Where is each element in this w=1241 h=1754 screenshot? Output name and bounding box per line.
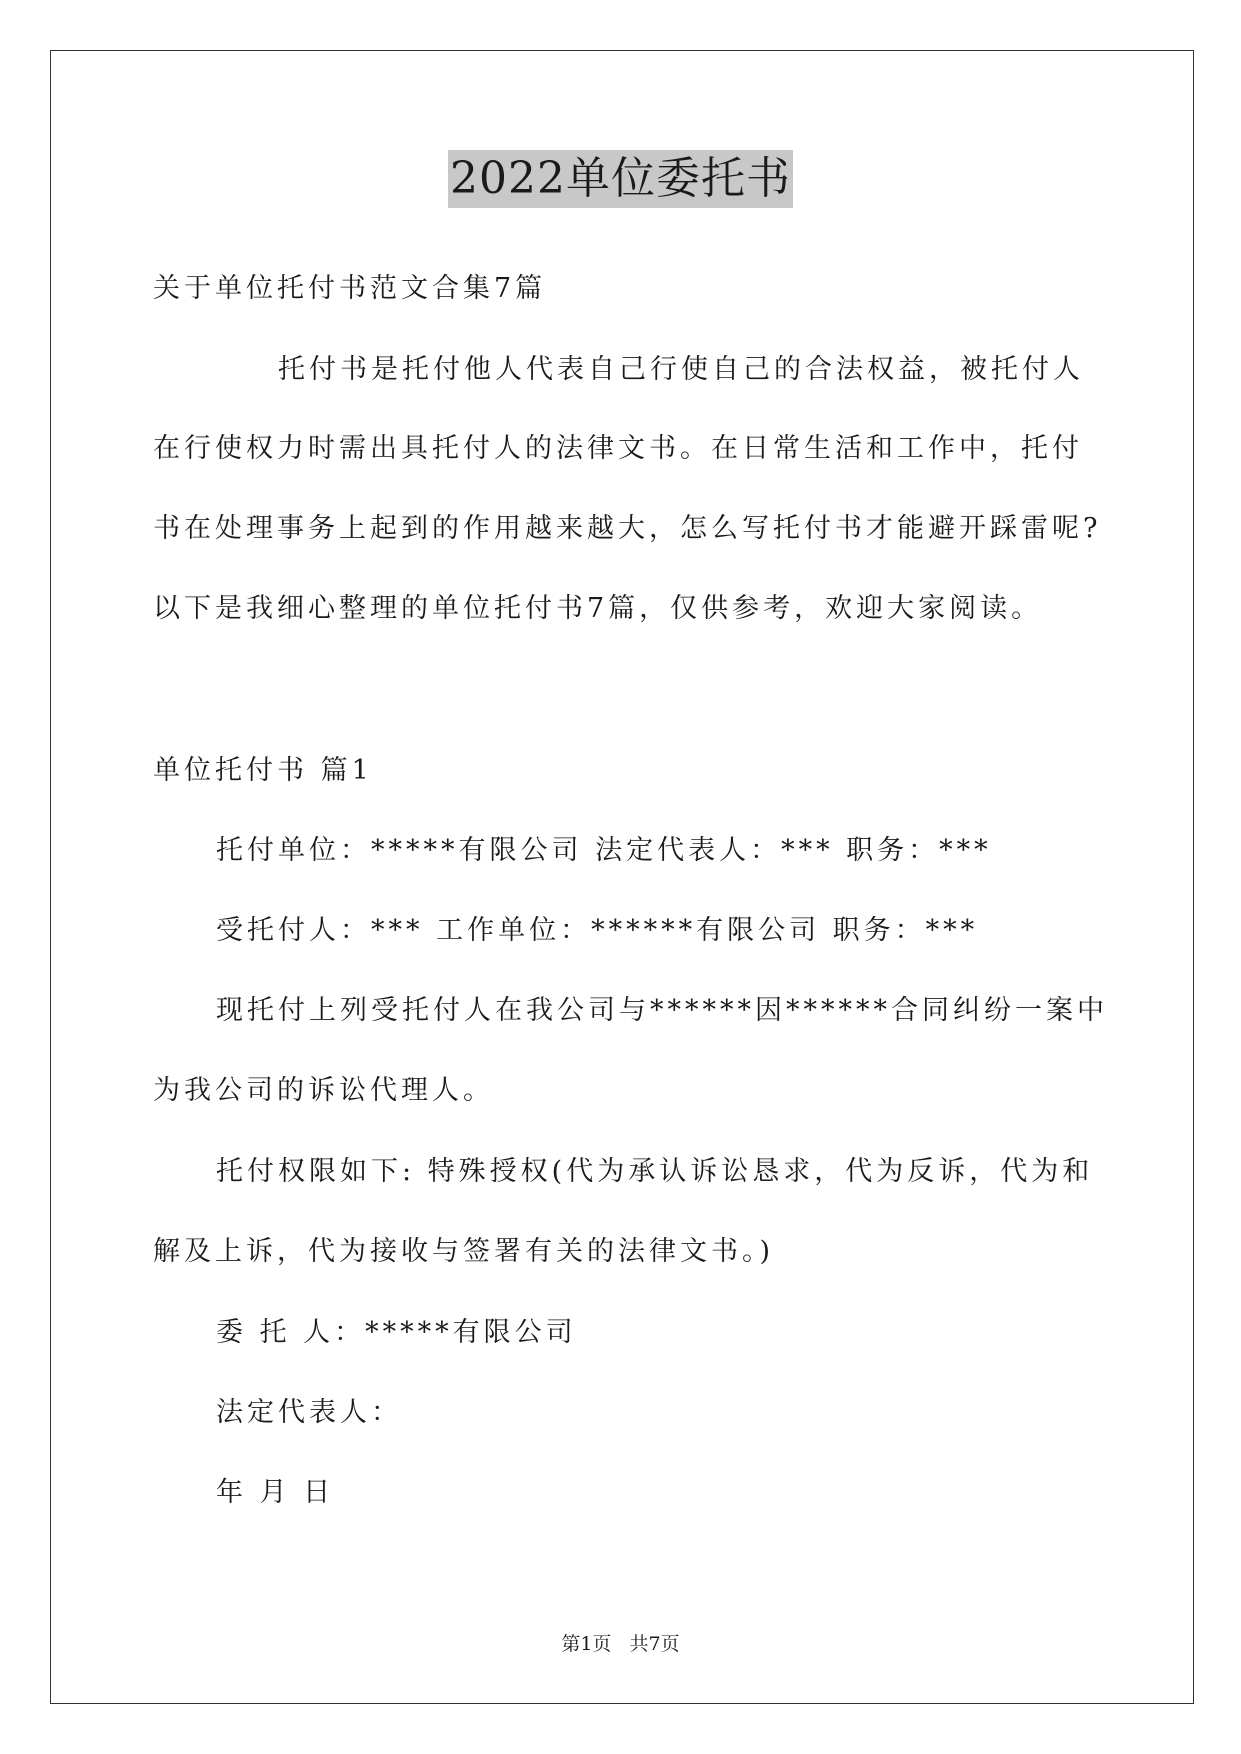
intro-line-4: 以下是我细心整理的单位托付书7篇，仅供参考，欢迎大家阅读。 bbox=[153, 593, 1043, 624]
body-line-5: 托付权限如下: 特殊授权(代为承认诉讼恳求，代为反诉，代为和 bbox=[216, 1156, 1094, 1187]
body-line-2: 受托付人：*** 工作单位：******有限公司 职务：*** bbox=[216, 915, 979, 946]
body-line-8: 法定代表人： bbox=[216, 1397, 402, 1428]
document-title: 2022单位委托书 bbox=[448, 150, 793, 208]
body-line-4: 为我公司的诉讼代理人。 bbox=[153, 1075, 494, 1106]
intro-line-1: 托付书是托付他人代表自己行使自己的合法权益，被托付人 bbox=[278, 354, 1084, 385]
body-line-1: 托付单位：*****有限公司 法定代表人：*** 职务：*** bbox=[216, 835, 992, 866]
body-line-6: 解及上诉，代为接收与签署有关的法律文书。) bbox=[153, 1236, 775, 1267]
body-line-7: 委 托 人：*****有限公司 bbox=[216, 1317, 577, 1348]
intro-line-3: 书在处理事务上起到的作用越来越大，怎么写托付书才能避开踩雷呢? bbox=[153, 513, 1102, 544]
document-subtitle: 关于单位托付书范文合集7篇 bbox=[153, 273, 547, 304]
title-container bbox=[0, 150, 1241, 208]
page-footer: 第1页 共7页 bbox=[561, 1633, 680, 1655]
intro-line-2: 在行使权力时需出具托付人的法律文书。在日常生活和工作中，托付 bbox=[153, 433, 1083, 464]
body-line-9: 年 月 日 bbox=[216, 1477, 335, 1508]
body-line-3: 现托付上列受托付人在我公司与******因******合同纠纷一案中 bbox=[216, 995, 1108, 1026]
section-heading: 单位托付书 篇1 bbox=[153, 755, 373, 786]
